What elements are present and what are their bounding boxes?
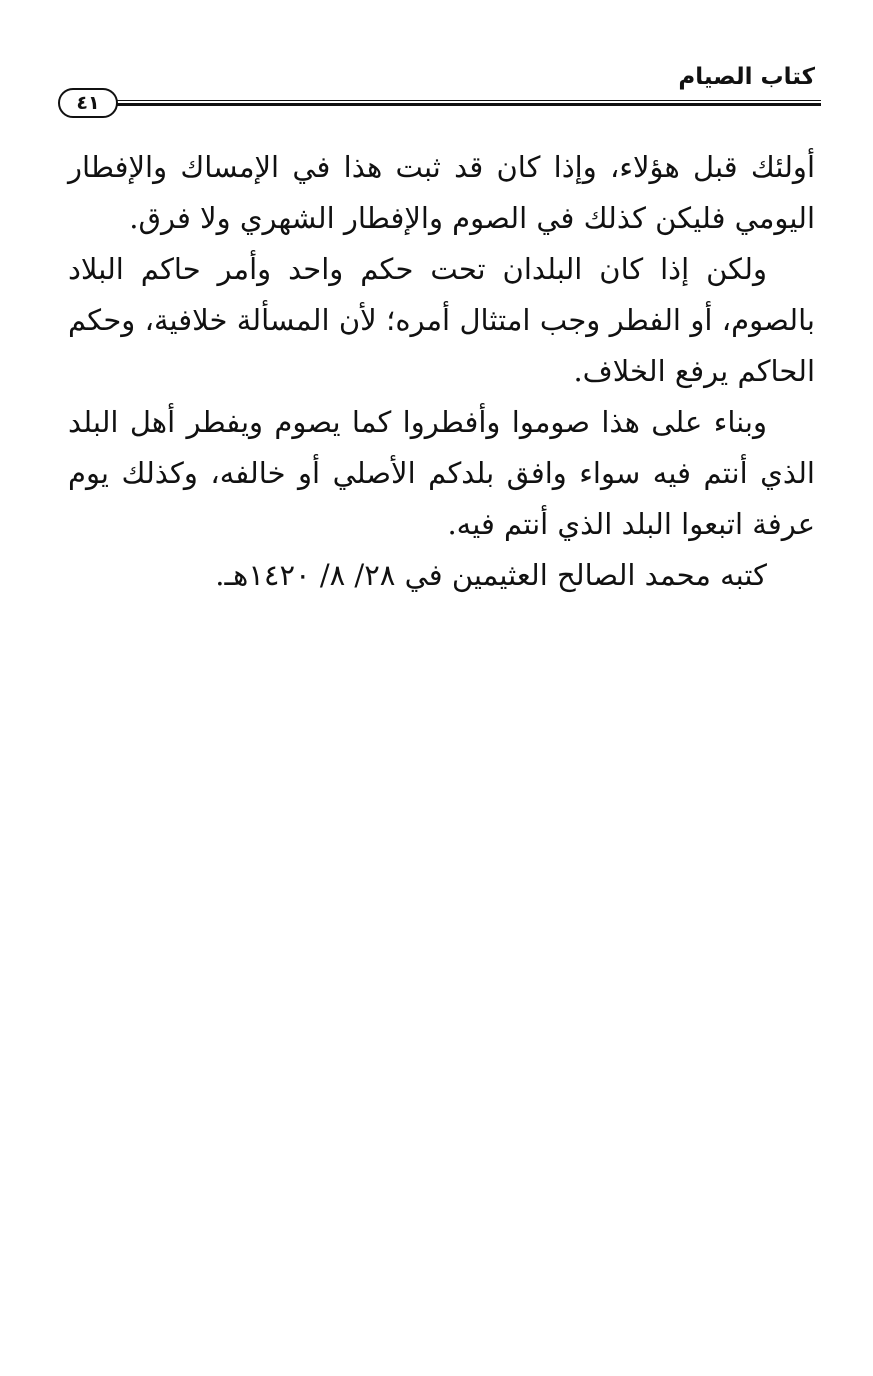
paragraph-3: وبناء على هذا صوموا وأفطروا كما يصوم ويفطر أهل البلد الذي أنتم فيه سواء وافق بلدكم الأصلي أو خالفه، وكذلك يوم عرفة اتبعوا البلد الذي أنتم فيه. <box>68 405 815 541</box>
paragraph-1: أولئك قبل هؤلاء، وإذا كان قد ثبت هذا في الإمساك والإفطار اليومي فليكن كذلك في الصوم والإفطار الشهري ولا فرق. <box>68 150 815 235</box>
running-header-title: كتاب الصيام <box>678 64 815 90</box>
paragraph-2: ولكن إذا كان البلدان تحت حكم واحد وأمر حاكم البلاد بالصوم، أو الفطر وجب امتثال أمره؛ لأن المسألة خلافية، وحكم الحاكم يرفع الخلاف. <box>68 252 815 388</box>
page-number-badge: ٤١ <box>58 88 118 118</box>
header-rule <box>110 100 821 106</box>
body-text <box>68 142 815 601</box>
signature-line: كتبه محمد الصالح العثيمين في ٢٨/ ٨/ ١٤٢٠هـ. <box>215 558 767 592</box>
